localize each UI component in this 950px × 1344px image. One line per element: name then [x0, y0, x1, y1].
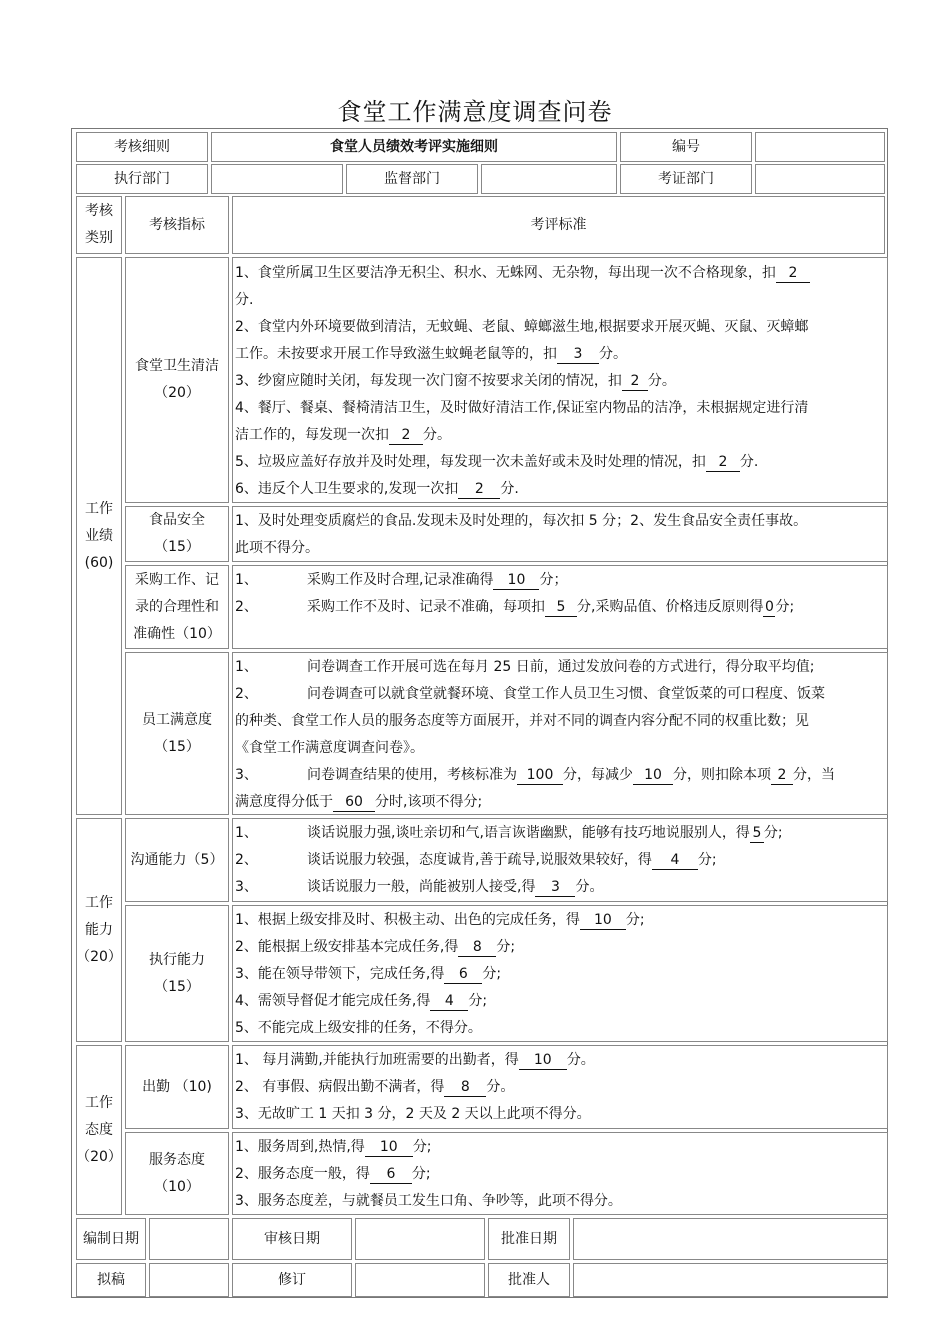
- revise-field[interactable]: [355, 1263, 485, 1297]
- indicator-execution: 执行能力 （15）: [125, 905, 229, 1042]
- indicator-communication: 沟通能力（5）: [125, 818, 229, 902]
- indicator-attendance: 出勤 （10): [125, 1045, 229, 1129]
- criteria-communication: 1、 谈话说服力强,谈吐亲切和气,语言诙谐幽默，能够有技巧地说服别人，得 5 分; 2、 谈话说服力较强，态度诚肯,善于疏导,说服效果较好，得 4 分; 3、 谈话说服力一般，尚能被别人接受,得 3 分。: [232, 818, 888, 902]
- hygiene-deduct-1: 2: [776, 264, 810, 283]
- criteria-service: 1、服务周到,热情,得 10 分; 2、服务态度一般，得 6 分; 3、服务态度差，与就餐员工发生口角、争吵等，此项不得分。: [232, 1132, 888, 1215]
- category-attitude: 工作 态度 （20）: [76, 1045, 122, 1215]
- criteria-hygiene: 1、食堂所属卫生区要洁净无积尘、积水、无蛛网、无杂物，每出现一次不合格现象，扣 2 分. 2、食堂内外环境要做到清洁，无蚊蝇、老鼠、蟑螂滋生地,根据要求开展灭蝇、灭鼠、灭蟑螂 工作。未按要求开展工作导致滋生蚊蝇老鼠等的，扣 3 分。 3、纱窗应随时关闭，每发现一次门窗不按要求关闭的情况，扣 2 分。 4、餐厅、餐桌、餐椅清洁卫生，及时做好清洁工作,保证室内物品的洁净，未根据规定进行清 洁工作的，每发现一次扣 2 分。 5、垃圾应盖好存放并及时处理，每发现一次未盖好或未及时处理的情况，扣 2 分. 6、违反个人卫生要求的,发现一次扣 2 分.: [232, 257, 888, 503]
- indicator-header: 考核指标: [125, 196, 229, 254]
- approver-field[interactable]: [573, 1263, 888, 1297]
- number-label: 编号: [620, 132, 752, 162]
- indicator-food-safety: 食品安全 （15）: [125, 506, 229, 562]
- criteria-food-safety: 1、及时处理变质腐烂的食品.发现未及时处理的，每次扣 5 分；2、发生食品安全责任事故。 此项不得分。: [232, 506, 888, 562]
- revise-label: 修订: [232, 1263, 352, 1297]
- review-date-label: 审核日期: [232, 1218, 352, 1260]
- criteria-attendance: 1、 每月满勤,并能执行加班需要的出勤者，得 10 分。 2、 有事假、病假出勤不满者，得 8 分。 3、无故旷工 1 天扣 3 分，2 天及 2 天以上此项不得分。: [232, 1045, 888, 1129]
- indicator-satisfaction: 员工满意度 （15）: [125, 652, 229, 815]
- approve-date-label: 批准日期: [488, 1218, 570, 1260]
- draft-label: 拟稿: [76, 1263, 146, 1297]
- verify-dept-field[interactable]: [755, 164, 885, 194]
- draft-field[interactable]: [149, 1263, 229, 1297]
- document-title: 食堂工作满意度调查问卷: [337, 98, 613, 126]
- supervise-dept-label: 监督部门: [346, 164, 478, 194]
- indicator-hygiene: 食堂卫生清洁 （20）: [125, 257, 229, 503]
- category-performance: 工作 业绩 (60): [76, 257, 122, 815]
- compile-date-label: 编制日期: [76, 1218, 146, 1260]
- indicator-service: 服务态度 （10）: [125, 1132, 229, 1215]
- rule-value: 食堂人员绩效考评实施细则: [211, 132, 617, 162]
- rule-label: 考核细则: [76, 132, 208, 162]
- supervise-dept-field[interactable]: [481, 164, 617, 194]
- exec-dept-label: 执行部门: [76, 164, 208, 194]
- criteria-header: 考评标准: [232, 196, 885, 254]
- compile-date-field[interactable]: [149, 1218, 229, 1260]
- category-ability: 工作 能力 （20）: [76, 818, 122, 1042]
- criteria-satisfaction: 1、 问卷调查工作开展可选在每月 25 日前，通过发放问卷的方式进行，得分取平均值; 2、 问卷调查可以就食堂就餐环境、食堂工作人员卫生习惯、食堂饭菜的可口程度、饭菜 的种类、食堂工作人员的服务态度等方面展开，并对不同的调查内容分配不同的权重比数；见 《食堂工作满意度调查问卷》。 3、 问卷调查结果的使用，考核标准为 100 分，每减少 10 分，则扣除本项 2 分，当 满意度得分低于 60 分时,该项不得分;: [232, 652, 888, 815]
- review-date-field[interactable]: [355, 1218, 485, 1260]
- category-header: 考核 类别: [76, 196, 122, 254]
- exec-dept-field[interactable]: [211, 164, 343, 194]
- verify-dept-label: 考证部门: [620, 164, 752, 194]
- number-field[interactable]: [755, 132, 885, 162]
- indicator-purchasing: 采购工作、记 录的合理性和 准确性（10）: [125, 565, 229, 649]
- approver-label: 批准人: [488, 1263, 570, 1297]
- criteria-purchasing: 1、 采购工作及时合理,记录准确得 10 分； 2、 采购工作不及时、记录不准确，每项扣 5 分,采购品值、价格违反原则得 0 分;: [232, 565, 888, 649]
- criteria-execution: 1、根据上级安排及时、积极主动、出色的完成任务，得 10 分; 2、能根据上级安排基本完成任务,得 8 分; 3、能在领导带领下，完成任务,得 6 分; 4、需领导督促才能完成任务,得 4 分; 5、不能完成上级安排的任务，不得分。: [232, 905, 888, 1042]
- approve-date-field[interactable]: [573, 1218, 888, 1260]
